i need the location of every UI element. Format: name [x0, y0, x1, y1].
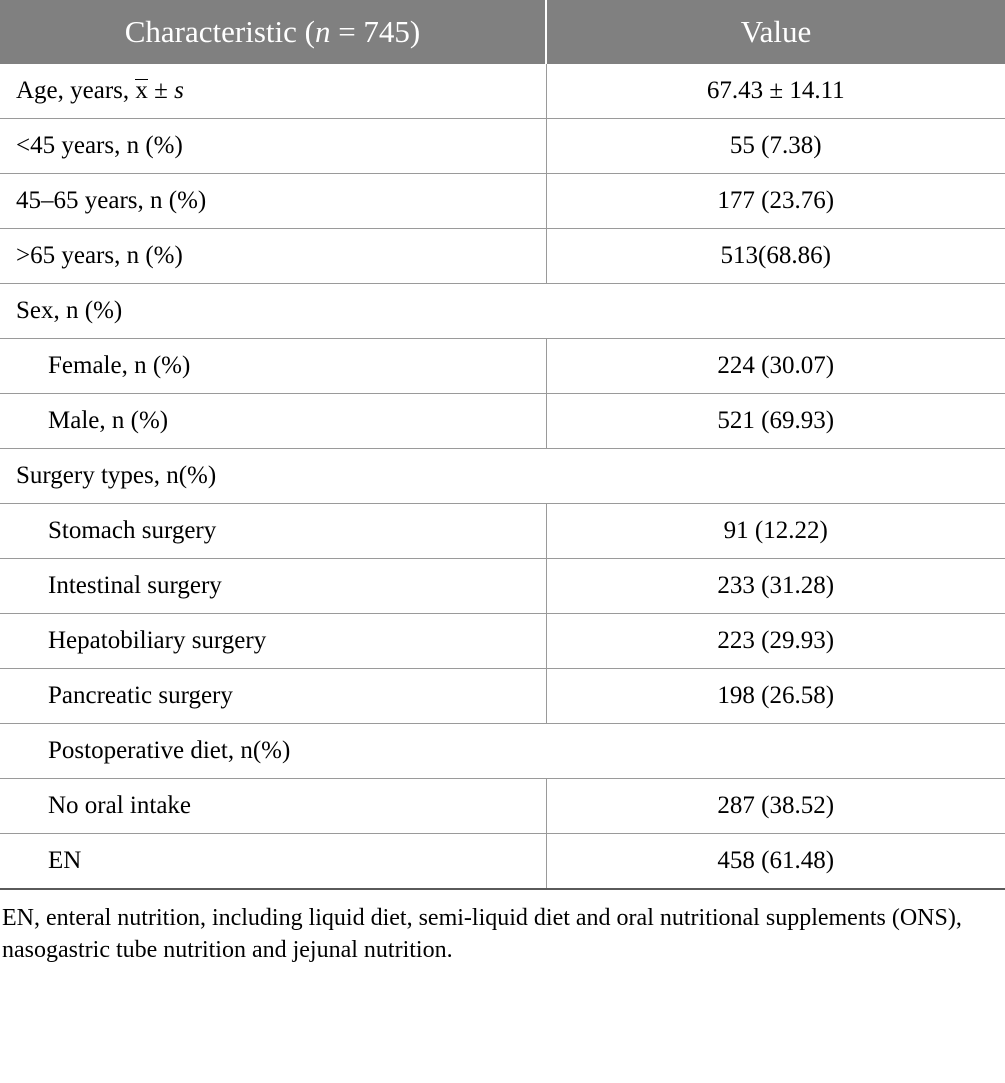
row-value: 67.43 ± 14.11	[546, 64, 1005, 119]
column-header-characteristic-n: n	[314, 14, 331, 49]
table-row	[0, 559, 1005, 614]
column-header-characteristic-suffix: = 745)	[330, 14, 421, 49]
row-label-prefix: Age, years,	[16, 77, 136, 104]
row-label	[0, 64, 546, 119]
table-header	[0, 0, 1005, 64]
table-header-row	[0, 0, 1005, 64]
row-label: No oral intake	[0, 779, 546, 834]
row-value: 177 (23.76)	[546, 174, 1005, 229]
row-value: 287 (38.52)	[546, 779, 1005, 834]
table-row	[0, 119, 1005, 174]
row-label: Stomach surgery	[0, 504, 546, 559]
row-value: 224 (30.07)	[546, 339, 1005, 394]
row-label: Pancreatic surgery	[0, 669, 546, 724]
row-value: 233 (31.28)	[546, 559, 1005, 614]
table-row	[0, 834, 1005, 889]
row-label: 45–65 years, n (%)	[0, 174, 546, 229]
row-value: 458 (61.48)	[546, 834, 1005, 889]
row-value: 513(68.86)	[546, 229, 1005, 284]
column-header-value: Value	[546, 0, 1005, 64]
table-row	[0, 64, 1005, 119]
row-label: Hepatobiliary surgery	[0, 614, 546, 669]
row-label: >65 years, n (%)	[0, 229, 546, 284]
row-label: EN	[0, 834, 546, 889]
row-label: <45 years, n (%)	[0, 119, 546, 174]
table-row	[0, 339, 1005, 394]
row-value: 55 (7.38)	[546, 119, 1005, 174]
row-label: Sex, n (%)	[0, 284, 1005, 339]
table-row	[0, 669, 1005, 724]
row-label: Intestinal surgery	[0, 559, 546, 614]
table-row	[0, 779, 1005, 834]
column-header-characteristic	[0, 0, 546, 64]
row-label: Male, n (%)	[0, 394, 546, 449]
table-row	[0, 504, 1005, 559]
row-value: 521 (69.93)	[546, 394, 1005, 449]
row-label-xbar: x	[135, 77, 148, 104]
row-value: 223 (29.93)	[546, 614, 1005, 669]
column-header-characteristic-prefix: Characteristic (	[124, 14, 315, 49]
row-label: Surgery types, n(%)	[0, 449, 1005, 504]
table-row	[0, 449, 1005, 504]
row-label: Female, n (%)	[0, 339, 546, 394]
table-row	[0, 614, 1005, 669]
row-value: 91 (12.22)	[546, 504, 1005, 559]
table-row	[0, 724, 1005, 779]
table-row	[0, 229, 1005, 284]
table-body	[0, 64, 1005, 888]
table-row	[0, 284, 1005, 339]
row-label: Postoperative diet, n(%)	[0, 724, 1005, 779]
table-row	[0, 174, 1005, 229]
row-value: 198 (26.58)	[546, 669, 1005, 724]
row-label-suffix: ± s	[147, 77, 184, 104]
table-footnote: EN, enteral nutrition, including liquid diet, semi-liquid diet and oral nutritional supplements (ONS), nasogastric tube nutrition and jejunal nutrition.	[0, 888, 1005, 973]
table-row	[0, 394, 1005, 449]
